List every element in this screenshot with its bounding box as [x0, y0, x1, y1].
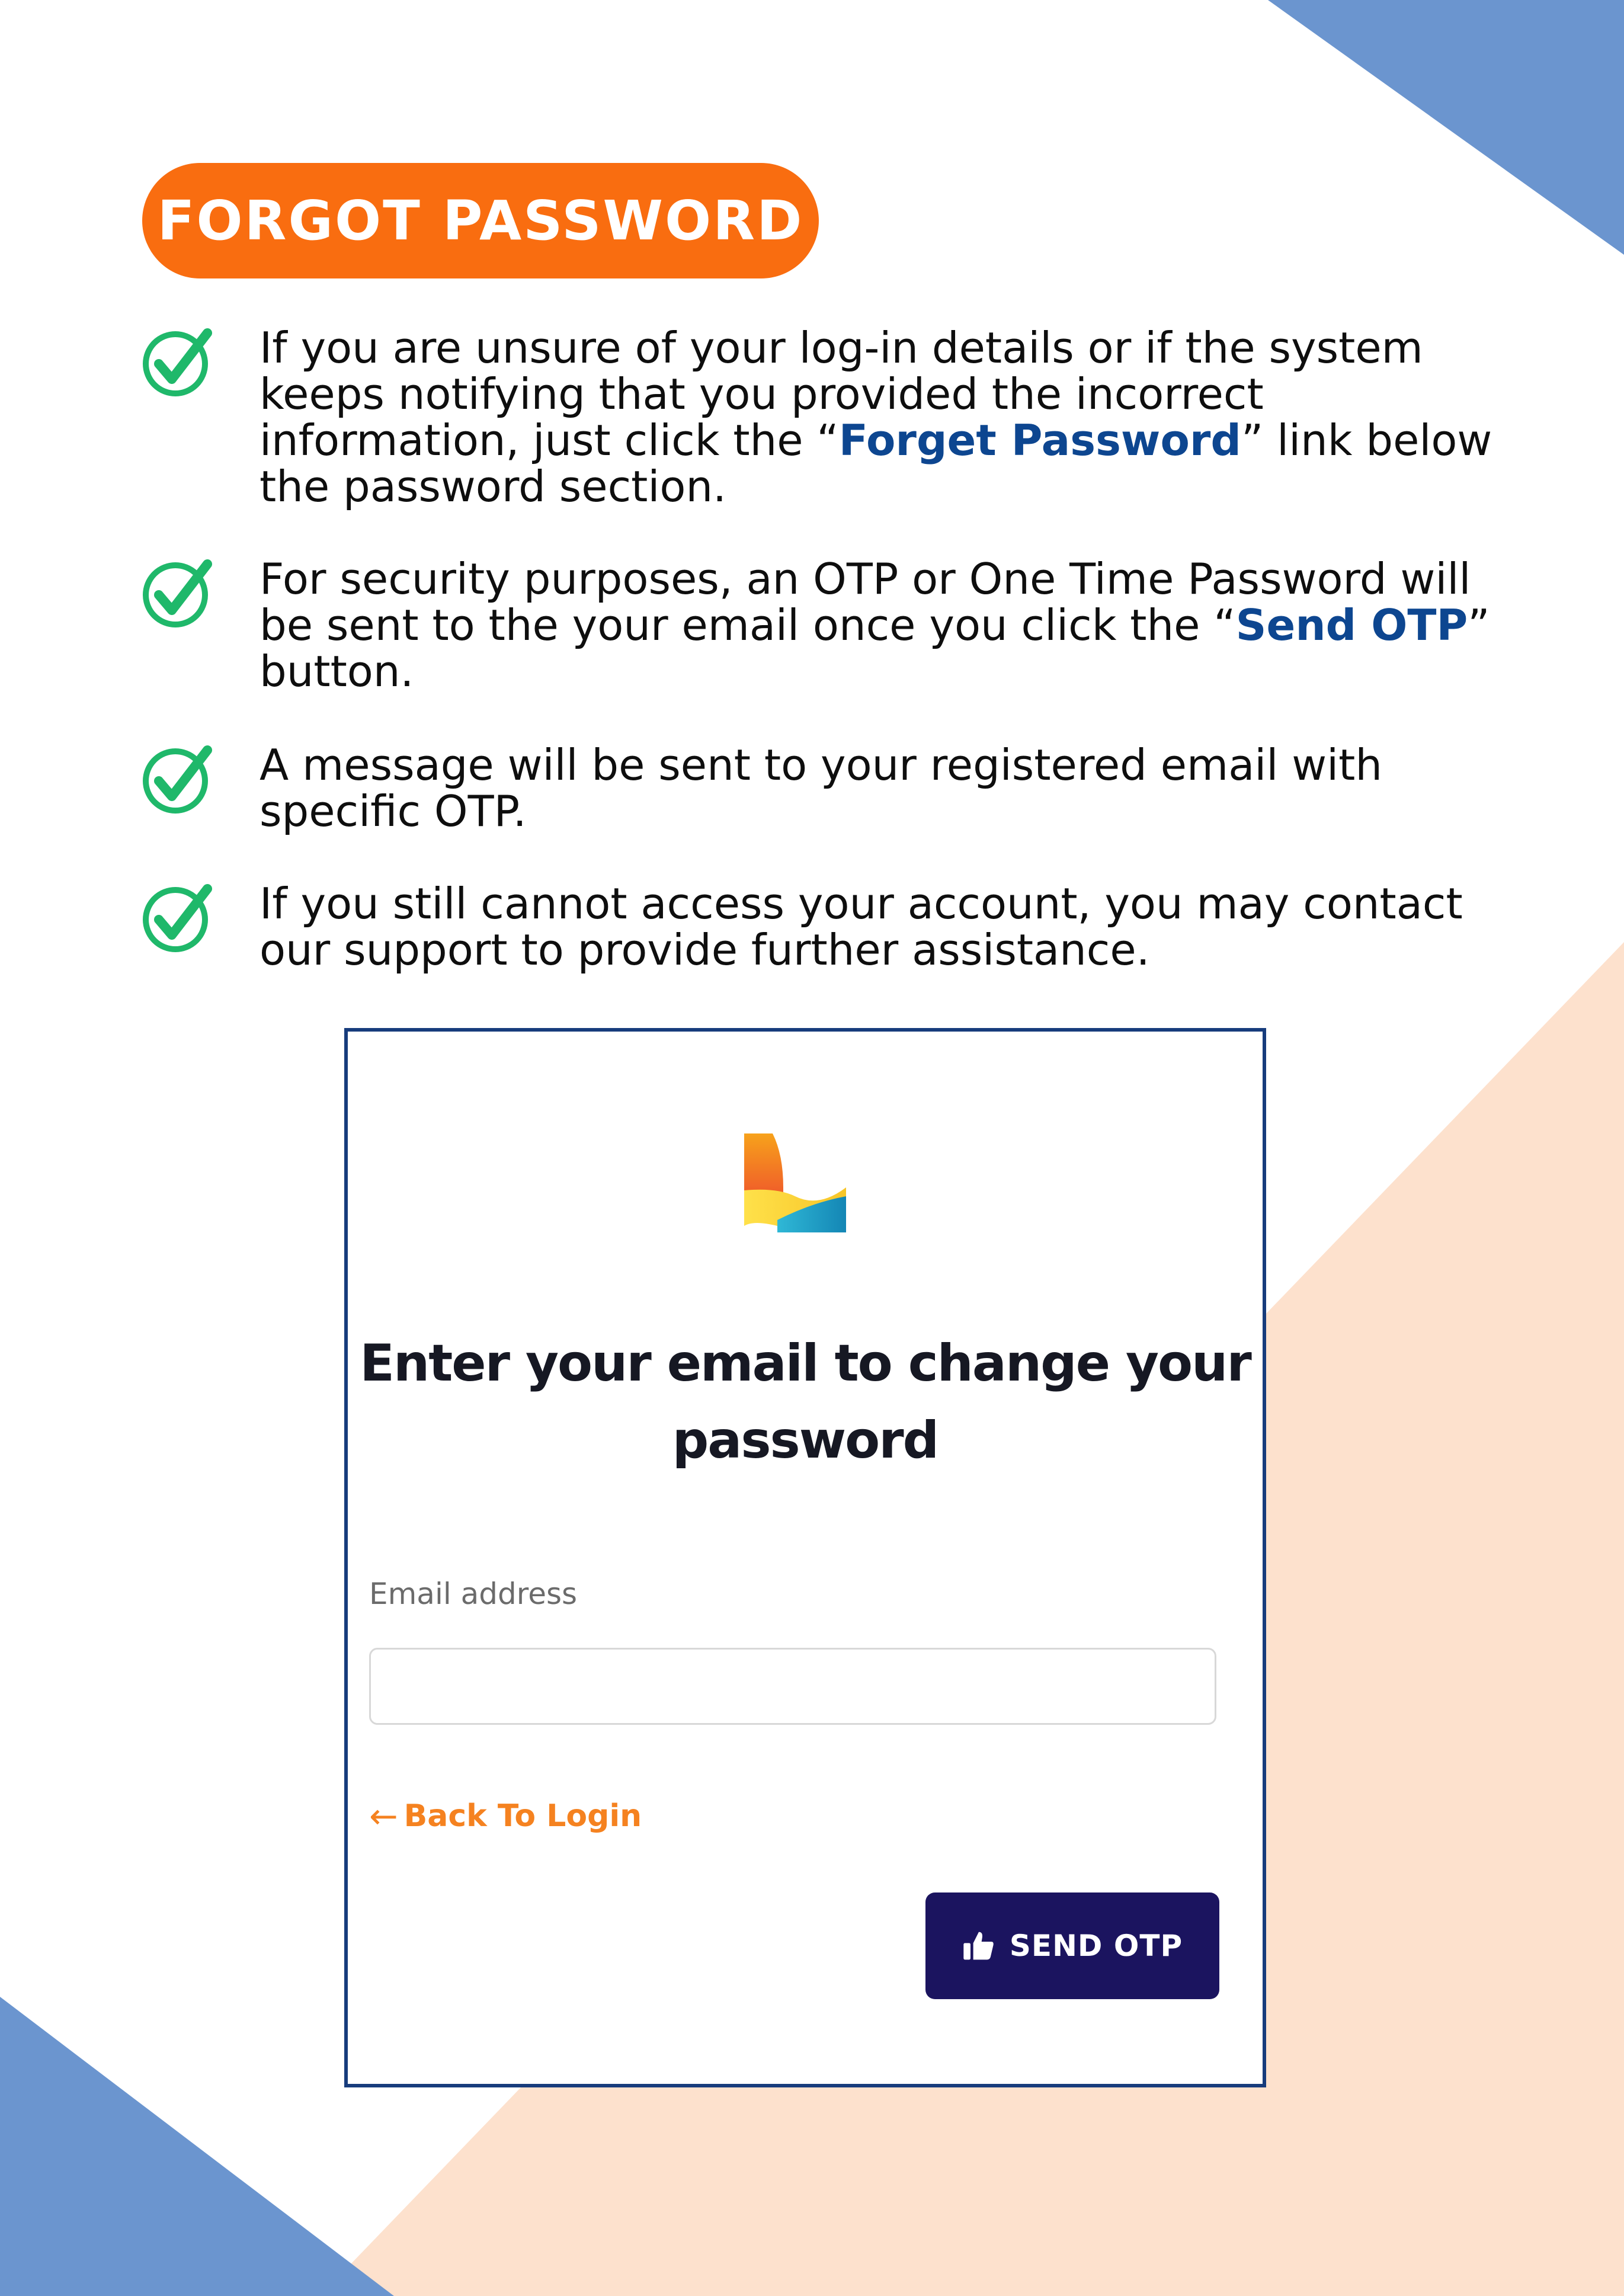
check-circle-icon	[141, 556, 216, 630]
bullet-text	[260, 325, 1510, 510]
check-circle-icon	[141, 325, 216, 399]
email-label: Email address	[369, 1577, 578, 1611]
back-to-login-link[interactable]	[369, 1796, 642, 1836]
check-circle-icon	[141, 742, 216, 816]
bullet-text	[260, 880, 1510, 973]
send-otp-button[interactable]	[925, 1892, 1219, 1999]
forget-password-highlight: Forget Password	[838, 415, 1241, 465]
send-otp-highlight: Send OTP	[1235, 600, 1468, 650]
bullet-text-before: For security purposes, an OTP or One Time Password will be sent to the your email once you click the “	[260, 554, 1471, 650]
send-otp-label: SEND OTP	[1009, 1929, 1183, 1963]
bottom-left-blue-triangle	[0, 1997, 394, 2296]
bullet-text-before: If you are unsure of your log-in details or if the system keeps notifying that you provided the incorrect information, just click the “	[260, 323, 1423, 465]
bullet-text	[260, 556, 1510, 694]
top-right-blue-triangle	[1268, 0, 1624, 255]
bullet-text	[260, 742, 1510, 834]
check-circle-icon	[141, 880, 216, 955]
arrow-left-icon: ←	[369, 1796, 398, 1836]
back-to-login-label: Back To Login	[403, 1798, 642, 1834]
form-heading: Enter your email to change your password	[360, 1334, 1251, 1470]
bullet-text-before: If you still cannot access your account, you may contact our support to provide further assistance.	[260, 879, 1463, 975]
forgot-password-card	[344, 1028, 1266, 2087]
bullet-text-before: A message will be sent to your registered email with specific OTP.	[260, 740, 1382, 836]
thumbs-up-icon	[962, 1929, 995, 1962]
email-input[interactable]	[369, 1648, 1216, 1725]
app-logo	[742, 1131, 847, 1235]
bullet-text-after: ” link below the password section.	[260, 415, 1492, 511]
bullet-text-after: ” button.	[260, 600, 1490, 696]
page-title: FORGOT PASSWORD	[142, 163, 819, 278]
